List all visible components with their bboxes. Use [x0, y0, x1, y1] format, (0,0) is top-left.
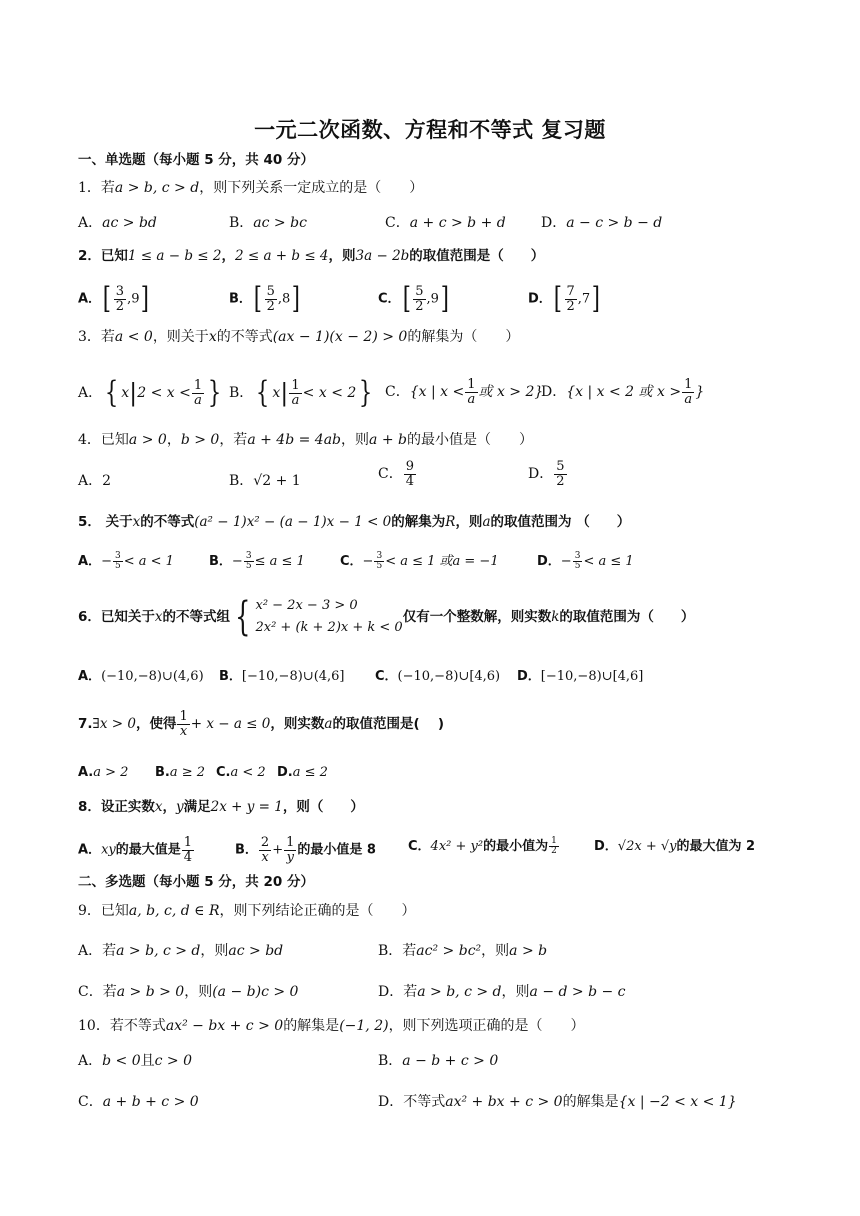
question-2-option-d[interactable]: D．[ $\frac{7}{2}$ ,7]: [528, 281, 601, 316]
question-1-option-d[interactable]: D．a − c > b − d: [541, 215, 663, 231]
section-heading-multiple-choice: 二、多选题（每小题 5 分，共 20 分）: [78, 874, 314, 890]
question-8-option-b[interactable]: B． $\frac{2}{x}$ + $\frac{1}{y}$ 的最小值是 8: [235, 835, 376, 865]
question-5-option-a[interactable]: A．− $\frac{3}{5}$ < a < 1: [78, 550, 174, 571]
question-10-option-c[interactable]: C．a + b + c > 0: [78, 1094, 199, 1110]
question-8-stem: 8．设正实数x，y满足2x + y = 1，则（ ）: [78, 799, 364, 815]
question-4-stem: 4．已知a > 0，b > 0，若a + 4b = 4ab，则a + b的最小值是（ ）: [78, 432, 533, 448]
question-10-option-d[interactable]: D．不等式ax² + bx + c > 0的解集是{x | −2 < x < 1}: [378, 1094, 737, 1110]
question-3-option-d[interactable]: D．{x | x < 2 或 x > $\frac{1}{a}$ }: [541, 377, 705, 407]
question-5-option-d[interactable]: D．− $\frac{3}{5}$ < a ≤ 1: [537, 550, 634, 571]
question-8-option-d[interactable]: D．√2x + √y的最大值为 2: [594, 839, 756, 854]
question-9-option-c[interactable]: C．若a > b > 0，则(a − b)c > 0: [78, 984, 299, 1000]
question-3-option-b[interactable]: B．{ x| $\frac{1}{a}$ < x < 2}: [229, 375, 373, 410]
question-10-stem: 10．若不等式ax² − bx + c > 0的解集是(−1, 2)，则下列选项正确的是（ ）: [78, 1018, 585, 1034]
question-7-option-a[interactable]: A.a > 2: [78, 765, 129, 780]
question-5-option-c[interactable]: C．− $\frac{3}{5}$ < a ≤ 1 或a = −1: [340, 550, 499, 571]
question-4-option-a[interactable]: A．2: [78, 473, 112, 489]
question-6-option-c[interactable]: C．(−10,−8)∪[4,6): [375, 669, 501, 684]
question-7-option-d[interactable]: D.a ≤ 2: [277, 765, 328, 780]
question-1-stem: 1．若a > b, c > d，则下列关系一定成立的是（ ）: [78, 180, 424, 196]
question-4-option-c[interactable]: C． $\frac{9}{4}$: [378, 459, 414, 489]
question-8-option-c[interactable]: C．4x² + y²的最小值为 $\frac{1}{2}$: [408, 835, 557, 856]
question-7-stem: 7.∃x > 0，使得 $\frac{1}{x}$ + x − a ≤ 0，则实数a的取值范围是( ): [78, 709, 444, 739]
question-5-stem: 5． 关于x的不等式(a² − 1)x² − (a − 1)x − 1 < 0的解集为R，则a的取值范围为 （ ）: [78, 514, 631, 530]
section-heading-single-choice: 一、单选题（每小题 5 分，共 40 分）: [78, 152, 314, 168]
question-10-option-b[interactable]: B．a − b + c > 0: [378, 1053, 499, 1069]
question-6-stem: 6．已知关于x的不等式组 { x² − 2x − 3 > 0 2x² + (k + 2)x + k < 0 仅有一个整数解，则实数k的取值范围为（ ）: [78, 594, 695, 640]
question-1-option-c[interactable]: C．a + c > b + d: [385, 215, 506, 231]
question-7-option-c[interactable]: C.a < 2: [216, 765, 266, 780]
question-9-option-a[interactable]: A．若a > b, c > d，则ac > bd: [78, 943, 284, 959]
question-4-option-b[interactable]: B．√2 + 1: [229, 473, 301, 489]
question-2-option-a[interactable]: A．[ $\frac{3}{2}$ ,9]: [78, 281, 150, 316]
question-3-stem: 3．若a < 0，则关于x的不等式(ax − 1)(x − 2) > 0的解集为（ ）: [78, 329, 520, 345]
question-7-option-b[interactable]: B.a ≥ 2: [155, 765, 206, 780]
question-9-option-d[interactable]: D．若a > b, c > d，则a − d > b − c: [378, 984, 626, 1000]
question-10-option-a[interactable]: A．b < 0且c > 0: [78, 1053, 193, 1069]
question-2-stem: 2．已知1 ≤ a − b ≤ 2，2 ≤ a + b ≤ 4，则3a − 2b的取值范围是（ ）: [78, 248, 545, 264]
question-5-option-b[interactable]: B．− $\frac{3}{5}$ ≤ a ≤ 1: [209, 550, 305, 571]
question-9-option-b[interactable]: B．若ac² > bc²，则a > b: [378, 943, 548, 959]
question-9-stem: 9．已知a, b, c, d ∈ R，则下列结论正确的是（ ）: [78, 903, 416, 919]
question-1-option-b[interactable]: B．ac > bc: [229, 215, 307, 231]
question-4-option-d[interactable]: D． $\frac{5}{2}$: [528, 459, 565, 489]
question-6-option-d[interactable]: D．[−10,−8)∪[4,6]: [517, 669, 644, 684]
page-title: 一元二次函数、方程和不等式 复习题: [254, 118, 606, 142]
question-3-option-c[interactable]: C．{x | x < $\frac{1}{a}$ 或 x > 2}: [385, 377, 544, 407]
question-2-option-c[interactable]: C．[ $\frac{5}{2}$ ,9]: [378, 281, 449, 316]
question-2-option-b[interactable]: B．[ $\frac{5}{2}$ ,8]: [229, 281, 301, 316]
question-6-option-a[interactable]: A．(−10,−8)∪(4,6): [78, 669, 204, 684]
question-3-option-a[interactable]: A．{ x|2 < x < $\frac{1}{a}$ }: [78, 375, 222, 410]
question-8-option-a[interactable]: A．xy的最大值是 $\frac{1}{4}$: [78, 835, 193, 865]
question-1-option-a[interactable]: A．ac > bd: [78, 215, 157, 231]
question-6-option-b[interactable]: B．[−10,−8)∪(4,6]: [219, 669, 345, 684]
